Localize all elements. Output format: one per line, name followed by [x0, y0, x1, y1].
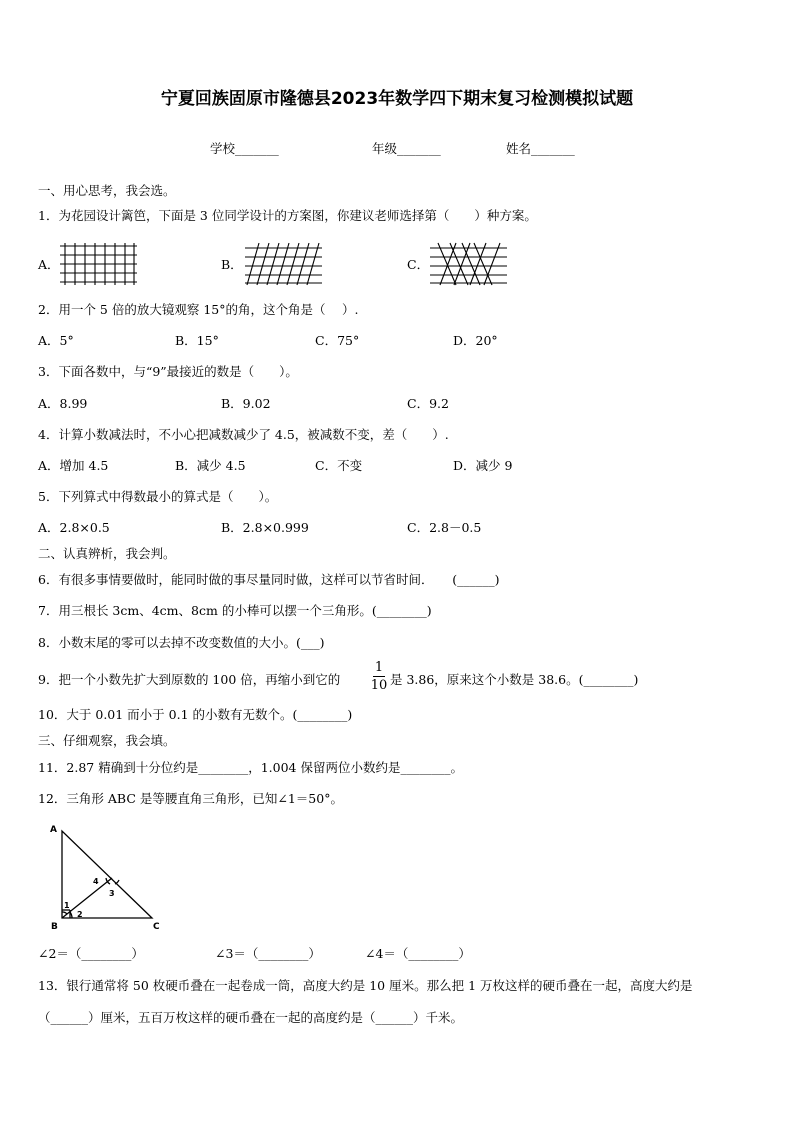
triangle-abc-figure	[40, 822, 170, 934]
vertex-label-a: A	[50, 825, 57, 835]
fraction-bar	[373, 676, 385, 677]
fraction-denominator: 10	[370, 678, 388, 693]
question-11: 11．2.87 精确到十分位约是________，1.004 保留两位小数约是________。	[38, 760, 463, 775]
angle-label-1: 1	[64, 901, 70, 910]
angle-label-4: 4	[93, 877, 99, 886]
angle-2-blank[interactable]: ∠2＝（________）	[38, 946, 144, 961]
fence-grid-figure	[60, 243, 138, 285]
question-6: 6．有很多事情要做时，能同时做的事尽量同时做，这样可以节省时间． (______)	[38, 572, 500, 587]
q1-option-c[interactable]: C．	[407, 257, 430, 272]
q1-option-b[interactable]: B．	[221, 257, 243, 272]
question-9-part1: 9．把一个小数先扩大到原数的 100 倍，再缩小到它的	[38, 672, 341, 687]
question-12: 12．三角形 ABC 是等腰直角三角形，已知∠1＝50°。	[38, 791, 343, 806]
q2-option-c[interactable]: C．75°	[315, 333, 360, 348]
q3-option-c[interactable]: C．9.2	[407, 396, 449, 411]
q2-option-d[interactable]: D．20°	[453, 333, 498, 348]
question-4: 4．计算小数减法时，不小心把减数减少了 4.5，被减数不变，差（ ）.	[38, 427, 449, 442]
q3-option-a[interactable]: A．8.99	[38, 396, 88, 411]
angle-label-3: 3	[109, 889, 115, 898]
page-title: 宁夏回族固原市隆德县2023年数学四下期末复习检测模拟试题	[160, 89, 634, 109]
question-5: 5．下列算式中得数最小的算式是（ ）。	[38, 489, 278, 504]
angle-3-blank[interactable]: ∠3＝（________）	[215, 946, 321, 961]
q4-option-b[interactable]: B．减少 4.5	[175, 458, 246, 473]
angle-label-2: 2	[77, 910, 83, 919]
fence-slanted-figure	[245, 243, 323, 285]
question-13-line1: 13．银行通常将 50 枚硬币叠在一起卷成一筒，高度大约是 10 厘米。那么把 1 万枚这样的硬币叠在一起，高度大约是	[38, 978, 693, 993]
fraction-one-tenth	[368, 660, 390, 693]
q4-option-c[interactable]: C．不变	[315, 458, 363, 473]
vertex-label-b: B	[51, 922, 58, 932]
question-8: 8．小数末尾的零可以去掉不改变数值的大小。(___)	[38, 635, 325, 650]
angle-4-blank[interactable]: ∠4＝（________）	[365, 946, 471, 961]
q5-option-a[interactable]: A．2.8×0.5	[38, 520, 110, 535]
q5-option-c[interactable]: C．2.8－0.5	[407, 520, 482, 535]
q2-option-b[interactable]: B．15°	[175, 333, 219, 348]
fence-crossed-figure	[430, 243, 508, 285]
q4-option-d[interactable]: D．减少 9	[453, 458, 513, 473]
q2-option-a[interactable]: A．5°	[38, 333, 74, 348]
fraction-numerator: 1	[374, 660, 384, 675]
name-field[interactable]: 姓名_______	[506, 141, 575, 156]
question-1: 1．为花园设计篱笆，下面是 3 位同学设计的方案图，你建议老师选择第（ ）种方案。	[38, 208, 537, 223]
school-field[interactable]: 学校_______	[210, 141, 279, 156]
q1-option-a[interactable]: A．	[38, 257, 60, 272]
section-heading-choice: 一、用心思考，我会选。	[38, 183, 176, 198]
vertex-label-c: C	[153, 922, 160, 932]
grade-field[interactable]: 年级_______	[372, 141, 441, 156]
section-heading-fill: 三、仔细观察，我会填。	[38, 733, 176, 748]
q4-option-a[interactable]: A．增加 4.5	[38, 458, 109, 473]
question-13-line2: （______）厘米，五百万枚这样的硬币叠在一起的高度约是（______）千米。	[38, 1010, 464, 1025]
question-7: 7．用三根长 3cm、4cm、8cm 的小棒可以摆一个三角形。(________)	[38, 603, 432, 618]
q5-option-b[interactable]: B．2.8×0.999	[221, 520, 309, 535]
q3-option-b[interactable]: B．9.02	[221, 396, 271, 411]
question-9-part2: 是 3.86，原来这个小数是 38.6。(________)	[390, 672, 639, 687]
question-3: 3．下面各数中，与“9”最接近的数是（ ）。	[38, 364, 298, 379]
question-2: 2．用一个 5 倍的放大镜观察 15°的角，这个角是（ ）.	[38, 302, 359, 317]
section-heading-judge: 二、认真辨析，我会判。	[38, 546, 176, 561]
question-10: 10．大于 0.01 而小于 0.1 的小数有无数个。(________)	[38, 707, 353, 722]
